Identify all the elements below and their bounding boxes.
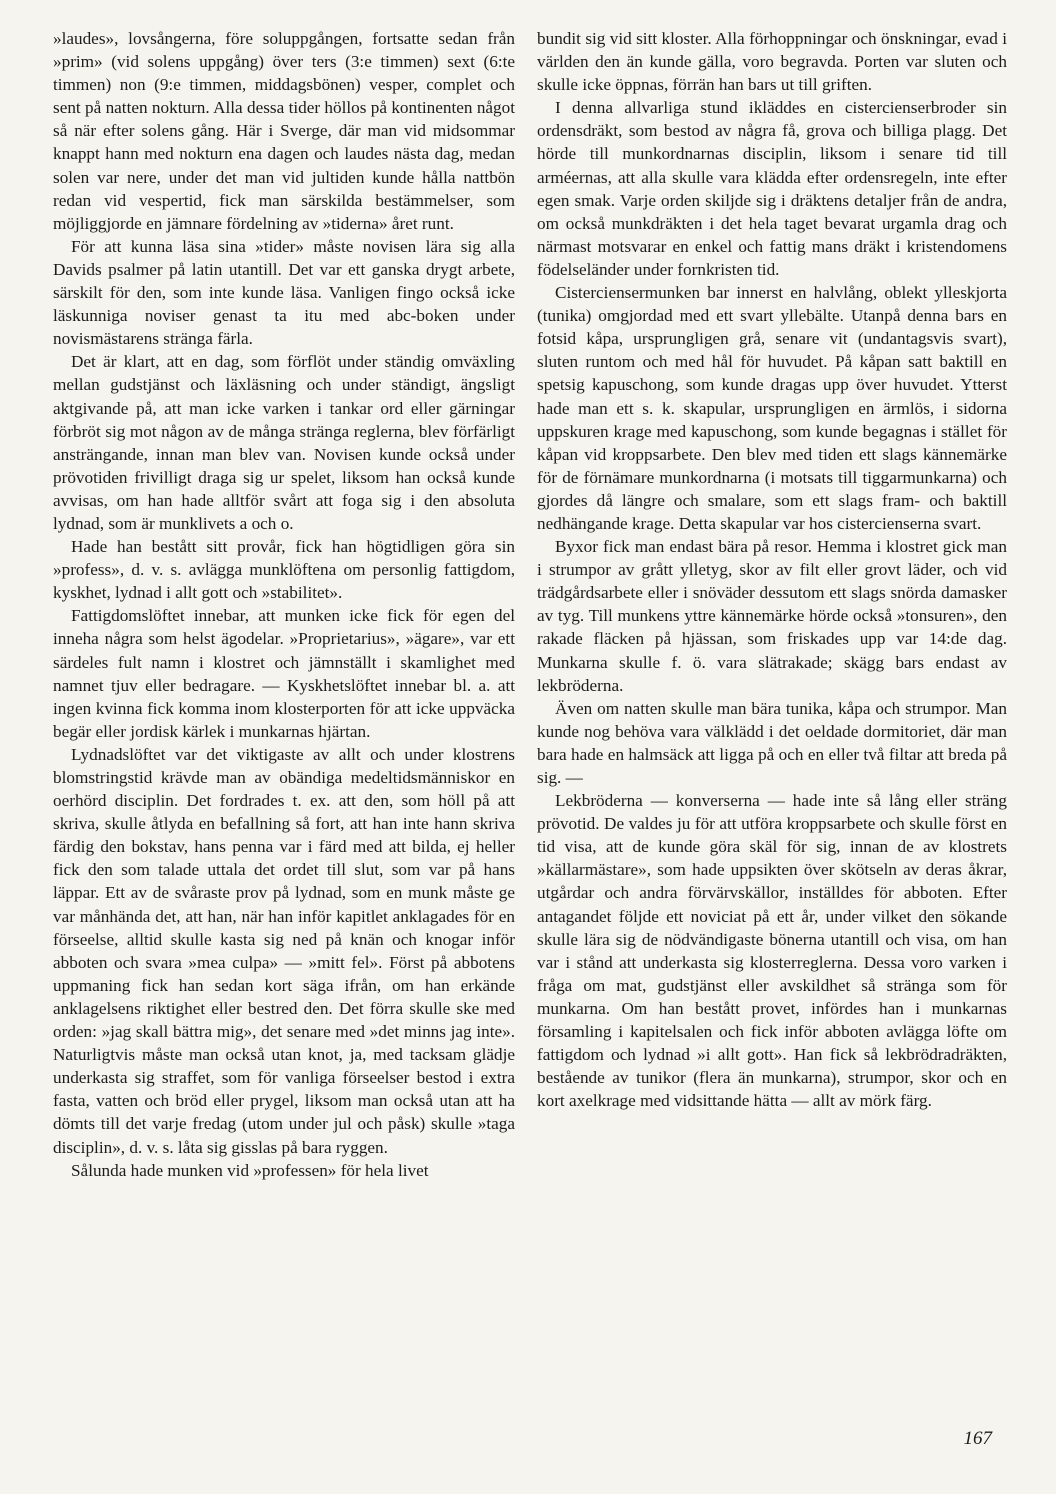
paragraph: Hade han bestått sitt provår, fick han högtidligen göra sin »profess», d. v. s. avlägga munklöftena om personlig fattigdom, kyskhet, lydnad i allt gott och »stabilitet». — [53, 537, 515, 603]
right-column — [537, 27, 1007, 1112]
page-number: 167 — [963, 1428, 992, 1449]
paragraph: Det är klart, att en dag, som förflöt under ständig omväxling mellan gudstjänst och läxläsning och under ständigt, ängsligt aktgivande på, att man icke varken i tankar ord eller gärningar förbröt sig mot någon av de många stränga reglerna, blev förfärligt ansträngande, innan man blev van. Novisen kunde också under prövotiden frivilligt draga sig ur spelet, liksom han också kunde avvisas, om han hade alltför svårt att foga sig i den absoluta lydnad, som är munklivets a och o. — [53, 352, 515, 533]
paragraph: Fattigdomslöftet innebar, att munken icke fick för egen del inneha några som helst ägodelar. »Proprietarius», »ägare», var ett särdeles fult namn i klostret och jämnställt i skamlighet med namnet tjuv eller bedragare. — Kyskhetslöftet innebar bl. a. att ingen kvinna fick komma inom klosterporten för att icke uppväcka begär eller jordisk kärlek i munkarnas hjärtan. — [53, 606, 515, 741]
paragraph: För att kunna läsa sina »tider» måste novisen lära sig alla Davids psalmer på latin utantill. Det var ett ganska drygt arbete, särskilt för den, som inte kunde läsa. Vanligen fingo också icke läskunniga noviser genast ta itu med abc-boken under novismästarens stränga färla. — [53, 236, 515, 349]
paragraph: Byxor fick man endast bära på resor. Hemma i klostret gick man i strumpor av grått ylletyg, skor av filt eller grovt läder, och vid trädgårdsarbete eller i snöväder dessutom ett slags snörda damasker av tyg. Till munkens yttre kännemärke hörde också »tonsuren», den rakade fläcken på hjässan, som friskades upp var 14:de dag. Munkarna skulle f. ö. vara slätrakade; skägg bars endast av lekbröderna. — [537, 537, 1007, 695]
paragraph: Även om natten skulle man bära tunika, kåpa och strumpor. Man kunde nog behöva vara välklädd i det oeldade dormitoriet, där man bara hade en halmsäck att ligga på och en eller två filtar att breda på sig. — — [537, 698, 1007, 787]
paragraph: Sålunda hade munken vid »professen» för hela livet — [71, 1160, 429, 1180]
paragraph: I denna allvarliga stund ikläddes en cistercienserbroder sin ordensdräkt, som bestod av några få, grova och billiga plagg. Det hörde till munkordnarnas disciplin, liksom i senare tid till arméernas, att alla skulle vara klädda efter ordensregeln, inte efter egen smak. Varje orden skiljde sig i dräktens detaljer från de andra, om också munkdräkten i det hela taget bevarat urgamla drag och närmast motsvarar en enkel och fattig mans dräkt i kristendomens födelseländer under fornkristen tid. — [537, 98, 1007, 279]
paragraph: »laudes», lovsångerna, före soluppgången, fortsatte sedan från »prim» (vid solens uppgång) över ters (3:e timmen) sext (6:te timmen) non (9:e timmen, middagsbönen) vesper, complet och sent på natten nokturn. Alla dessa tider höllos på kontinenten något så när efter solens gång. Här i Sverge, där man vid midsommar knappt hann med nokturn ena dagen och laudes nästa dag, medan solen var nere, under det man vid jultiden kunde hålla nattbön redan vid vespertid, fick man särskilda bestämmelser, som möjliggjorde en jämnare fördelning av »tiderna» året runt. — [53, 29, 515, 233]
left-column — [53, 27, 515, 1182]
paragraph: bundit sig vid sitt kloster. Alla förhoppningar och önskningar, evad i världen den än kunde gälla, voro begravda. Porten var sluten och skulle icke öppnas, förrän han bars ut till griften. — [537, 29, 1007, 95]
paragraph: Cisterciensermunken bar innerst en halvlång, oblekt ylleskjorta (tunika) omgjordad med ett svart yllebälte. Utanpå denna bars en fotsid kåpa, ursprungligen grå, senare vit (undantagsvis svart), sluten runtom och med hål för huvudet. På kåpan satt baktill en spetsig kapuschong, som kunde dragas upp över huvudet. Ytterst hade man ett s. k. skapular, ursprungligen en ärmlös, i sidorna uppskuren krage med kapuschong, som kunde begagnas i stället för kåpan vid kroppsarbete. Den blev med tiden ett slags kännemärke för de förnämare munkordnarna (i motsats till tiggarmunkarna) och gjordes då längre och smalare, som ett slags fram- och baktill nedhängande krage. Detta skapular var hos cistercienserna svart. — [537, 283, 1007, 533]
paragraph: Lekbröderna — konverserna — hade inte så lång eller sträng prövotid. De valdes ju för att utföra kroppsarbete och skulle först en tid visa, att de kunde göra skäl för sig, innan de av klostrets »källarmästare», som hade uppsikten över skötseln av deras åkrar, utgårdar och andra förvärvskällor, inställdes för abboten. Efter antagandet följde ett noviciat på ett år, under vilket den sökande skulle lära sig de nödvändigaste bönerna utantill och visa, om han var i stånd att underkasta sig klosterreglerna. Dessa voro varken i fråga om mat, gudstjänst eller avskildhet så stränga som för munkarna. Om han bestått provet, infördes han i munkarnas församling i kapitelsalen och fick inför abboten avlägga löfte om fattigdom och lydnad »i allt gott». Han fick så lekbrödradräkten, bestående av tunikor (flera än munkarna), strumpor, skor och en kort axelkrage med vidsittande hätta — allt av mörk färg. — [537, 791, 1007, 1111]
paragraph: Lydnadslöftet var det viktigaste av allt och under klostrens blomstringstid krävde man av obändiga medeltidsmänniskor en oerhörd disciplin. Det fordrades t. ex. att den, som höll på att skriva, skulle åtlyda en befallning så fort, att han inte hann skriva färdig den bokstav, hans penna var i färd med att bilda, ej heller fick den som talade uttala det ordet till slut, som var på hans läppar. Ett av de svåraste prov på lydnad, som en munk måste ge var månhända det, att han, när han inför kapitlet anklagades för en förseelse, alltid skulle kasta sig ned på knän och knogar inför abboten och svara »mea culpa» — »mitt fel». Först på abbotens uppmaning fick han sedan kort säga ifrån, om han erkände anklagelsens riktighet eller bestred den. Det förra skulle ske med orden: »jag skall bättra mig», det senare med »det minns jag inte». Naturligtvis måste man också utan knot, ja, med tacksam glädje underkasta sig straffet, som för vanliga förseelser bestod i extra fasta, vatten och bröd eller prygel, liksom man också utan att ha dömts till det varje fredag (utom under jul och påsk) skulle »taga disciplin», d. v. s. låta sig gisslas på bara ryggen. — [53, 744, 515, 1157]
